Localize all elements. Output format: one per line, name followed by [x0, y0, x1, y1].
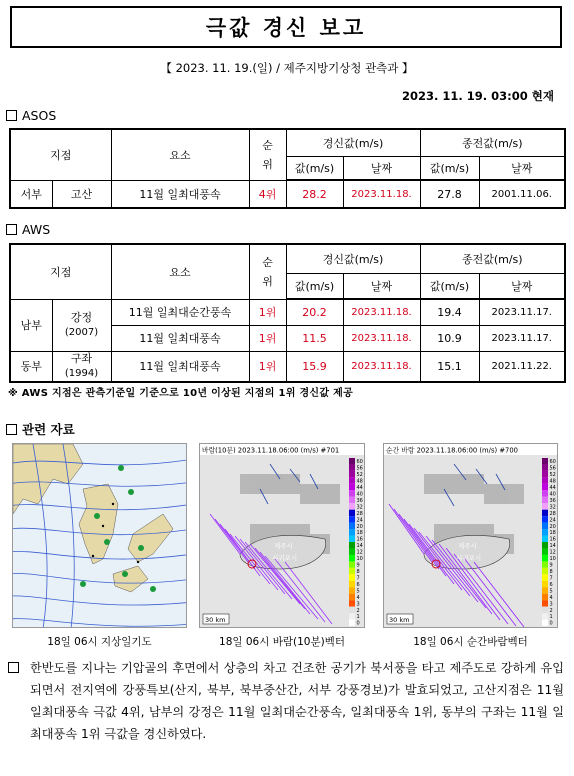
- colorbar-swatch: [542, 613, 548, 619]
- station-name: 구좌: [70, 351, 93, 365]
- col-header-prev: 종전값(m/s): [420, 129, 565, 156]
- colorbar-swatch: [542, 510, 548, 516]
- map-label-seogwipo: 서귀포시: [272, 554, 298, 562]
- rank-cell: 1위: [249, 325, 286, 351]
- prev-value-cell: 15.1: [420, 351, 479, 382]
- figure-caption-surface: 18일 06시 지상일기도: [47, 636, 152, 648]
- col-header-new: 경신값(m/s): [286, 244, 420, 273]
- report-dateline: 2023. 11. 19. 03:00 현재: [402, 89, 554, 103]
- colorbar-swatch: [542, 568, 548, 574]
- element-cell: 11월 일최대순간풍속: [111, 299, 249, 325]
- colorbar-swatch: [542, 555, 548, 561]
- colorbar-swatch: [542, 529, 548, 535]
- element-cell: 11월 일최대풍속: [111, 180, 249, 208]
- new-date-cell: 2023.11.18.: [343, 325, 420, 351]
- colorbar-swatch: [542, 464, 548, 470]
- gust-vector-map: [383, 443, 558, 628]
- aws-heading: [6, 222, 50, 237]
- aws-heading-text: AWS: [22, 222, 51, 237]
- col-header-new: 경신값(m/s): [286, 129, 420, 156]
- colorbar-swatch: [349, 600, 355, 606]
- asos-table: [9, 128, 566, 209]
- new-date-cell: 2023.11.18.: [343, 351, 420, 382]
- colorbar-tick-label: 56: [356, 465, 363, 472]
- colorbar-tick-label: 8: [549, 569, 553, 576]
- colorbar-swatch: [349, 477, 355, 483]
- colorbar-tick-label: 5: [356, 588, 360, 595]
- colorbar-tick-label: 12: [356, 549, 363, 556]
- colorbar-swatch: [349, 594, 355, 600]
- colorbar-tick-label: 7: [356, 575, 360, 582]
- new-value-cell: 11.5: [286, 325, 343, 351]
- colorbar-swatch: [349, 536, 355, 542]
- colorbar-tick-label: 9: [549, 562, 553, 569]
- checkbox-icon: [8, 662, 19, 673]
- colorbar-swatch: [349, 503, 355, 509]
- colorbar-swatch: [542, 497, 548, 503]
- related-heading-text: 관련 자료: [22, 422, 75, 437]
- colorbar-swatch: [349, 516, 355, 522]
- colorbar-tick-label: 18: [549, 530, 556, 537]
- wind-10min-vector-image: [200, 444, 365, 628]
- colorbar-swatch: [542, 542, 548, 548]
- map-label-jeju: 제주시: [458, 542, 477, 550]
- colorbar-swatch: [542, 587, 548, 593]
- colorbar-tick-label: 16: [549, 536, 556, 543]
- prev-value-cell: 10.9: [420, 325, 479, 351]
- colorbar-tick-label: 0: [356, 620, 360, 627]
- summary-text: 한반도를 지나는 기압골의 후면에서 상층의 차고 건조한 공기가 북서풍을 타고 제주도로 강하게 유입되면서 전지역에 강풍특보(산지, 북부, 북부중산간, 서부 강풍경보)가 발효되었고, 고산지점은 11월 일최대풍속 극값 4위, 남부의 강정은 11월 일최대순간풍속, 일최대풍속 1위, 동부의 구좌는 11월 일최대풍속 1위 극값을 경신하였다.: [30, 661, 564, 741]
- colorbar-swatch: [349, 529, 355, 535]
- summary-paragraph: [8, 657, 564, 745]
- colorbar-swatch: [542, 548, 548, 554]
- related-heading: [6, 420, 75, 438]
- station-year: (2007): [64, 326, 99, 338]
- aws-table: [9, 243, 566, 383]
- col-header-station: 지점: [10, 129, 111, 180]
- colorbar-tick-label: 36: [356, 497, 363, 504]
- prev-date-cell: 2023.11.17.: [479, 325, 565, 351]
- col-header-new-date: 날짜: [343, 273, 420, 299]
- colorbar-tick-label: 2: [549, 607, 553, 614]
- prev-date-cell: 2001.11.06.: [479, 180, 565, 208]
- rank-cell: 1위: [249, 351, 286, 382]
- colorbar-tick-label: 9: [356, 562, 360, 569]
- colorbar-tick-label: 6: [356, 581, 360, 588]
- station-cell: [52, 299, 111, 351]
- colorbar-swatch: [542, 594, 548, 600]
- colorbar-tick-label: 24: [356, 517, 363, 524]
- colorbar-swatch: [349, 555, 355, 561]
- colorbar-swatch: [349, 523, 355, 529]
- colorbar-swatch: [542, 600, 548, 606]
- wind-10min-vector-map: [199, 443, 365, 628]
- colorbar-tick-label: 14: [356, 543, 363, 550]
- col-header-prev: 종전값(m/s): [420, 244, 565, 273]
- colorbar-swatch: [542, 484, 548, 490]
- colorbar-tick-label: 56: [549, 465, 556, 472]
- figure-caption-wind: 18일 06시 바람(10분)벡터: [219, 636, 345, 648]
- col-header-element: 요소: [111, 129, 249, 180]
- report-subtitle: 【 2023. 11. 19.(일) / 제주지방기상청 관측과 】: [160, 61, 414, 75]
- col-header-prev-date: 날짜: [479, 156, 565, 180]
- asos-heading: [6, 108, 56, 123]
- colorbar-tick-label: 20: [549, 523, 556, 530]
- colorbar-swatch: [542, 516, 548, 522]
- new-value-cell: 15.9: [286, 351, 343, 382]
- checkbox-icon: [6, 110, 17, 121]
- colorbar-swatch: [542, 471, 548, 477]
- rank-cell: 1위: [249, 299, 286, 325]
- map-label-seogwipo: 서귀포시: [456, 554, 482, 562]
- new-date-cell: 2023.11.18.: [343, 299, 420, 325]
- colorbar-swatch: [349, 613, 355, 619]
- colorbar-swatch: [349, 568, 355, 574]
- colorbar-tick-label: 60: [549, 459, 556, 466]
- colorbar-tick-label: 3: [356, 601, 360, 608]
- colorbar-tick-label: 7: [549, 575, 553, 582]
- colorbar-tick-label: 4: [356, 594, 360, 601]
- new-date-cell: 2023.11.18.: [343, 180, 420, 208]
- colorbar-swatch: [349, 484, 355, 490]
- colorbar-tick-label: 6: [549, 581, 553, 588]
- rank-cell: 4위: [249, 180, 286, 208]
- colorbar-swatch: [542, 490, 548, 496]
- col-header-rank: 순위: [249, 129, 286, 180]
- colorbar-tick-label: 40: [356, 491, 363, 498]
- colorbar-tick-label: 36: [549, 497, 556, 504]
- figure-caption-gust: 18일 06시 순간바람벡터: [413, 636, 528, 648]
- prev-date-cell: 2023.11.17.: [479, 299, 565, 325]
- colorbar-tick-label: 10: [356, 556, 363, 563]
- colorbar-tick-label: 0: [549, 620, 553, 627]
- colorbar-tick-label: 44: [549, 485, 556, 492]
- checkbox-icon: [6, 424, 17, 435]
- col-header-prev-date: 날짜: [479, 273, 565, 299]
- colorbar-swatch: [349, 542, 355, 548]
- report-title: [10, 6, 562, 48]
- col-header-prev-value: 값(m/s): [420, 156, 479, 180]
- colorbar-swatch: [349, 574, 355, 580]
- colorbar-tick-label: 1: [356, 614, 360, 621]
- colorbar-swatch: [349, 458, 355, 464]
- new-value-cell: 28.2: [286, 180, 343, 208]
- scale-bar-label: 30 km: [389, 616, 410, 624]
- colorbar-tick-label: 48: [356, 478, 363, 485]
- table-row: [10, 299, 565, 325]
- report-title-text: 극값 경신 보고: [205, 16, 367, 40]
- new-value-cell: 20.2: [286, 299, 343, 325]
- colorbar-tick-label: 4: [549, 594, 553, 601]
- colorbar-tick-label: 10: [549, 556, 556, 563]
- colorbar-swatch: [542, 574, 548, 580]
- colorbar-tick-label: 24: [549, 517, 556, 524]
- col-header-element: 요소: [111, 244, 249, 299]
- prev-date-cell: 2021.11.22.: [479, 351, 565, 382]
- region-cell: 서부: [10, 180, 52, 208]
- colorbar-swatch: [542, 620, 548, 626]
- colorbar-tick-label: 12: [549, 549, 556, 556]
- colorbar-swatch: [349, 607, 355, 613]
- region-cell: 동부: [10, 351, 52, 382]
- colorbar-tick-label: 40: [549, 491, 556, 498]
- figure-header-text: 순간 바람 2023.11.18.06:00 (m/s) #700: [386, 446, 518, 455]
- colorbar-swatch: [542, 561, 548, 567]
- col-header-prev-value: 값(m/s): [420, 273, 479, 299]
- colorbar-tick-label: 8: [356, 569, 360, 576]
- station-cell: 고산: [52, 180, 111, 208]
- colorbar-tick-label: 20: [356, 523, 363, 530]
- col-header-station: 지점: [10, 244, 111, 299]
- colorbar-swatch: [542, 607, 548, 613]
- colorbar-tick-label: 60: [356, 459, 363, 466]
- colorbar-tick-label: 32: [356, 504, 363, 511]
- colorbar-tick-label: 3: [549, 601, 553, 608]
- colorbar-tick-label: 52: [549, 472, 556, 479]
- surface-weather-map-image: [13, 444, 187, 628]
- checkbox-icon: [6, 224, 17, 235]
- station-cell: [52, 351, 111, 382]
- colorbar-tick-label: 28: [549, 510, 556, 517]
- colorbar-tick-label: 44: [356, 485, 363, 492]
- scale-bar-label: 30 km: [205, 616, 226, 624]
- table-row: [10, 351, 565, 382]
- colorbar-swatch: [542, 503, 548, 509]
- colorbar-tick-label: 14: [549, 543, 556, 550]
- colorbar-tick-label: 2: [356, 607, 360, 614]
- colorbar-tick-label: 16: [356, 536, 363, 543]
- colorbar-swatch: [349, 497, 355, 503]
- colorbar-tick-label: 52: [356, 472, 363, 479]
- gust-vector-image: [384, 444, 558, 628]
- colorbar-tick-label: 5: [549, 588, 553, 595]
- table-row: [10, 180, 565, 208]
- region-cell: 남부: [10, 299, 52, 351]
- element-cell: 11월 일최대풍속: [111, 325, 249, 351]
- col-header-rank: 순위: [249, 244, 286, 299]
- colorbar-tick-label: 32: [549, 504, 556, 511]
- colorbar-swatch: [542, 458, 548, 464]
- asos-heading-text: ASOS: [22, 108, 57, 123]
- element-cell: 11월 일최대풍속: [111, 351, 249, 382]
- aws-note: ※ AWS 지점은 관측기준일 기준으로 10년 이상된 지점의 1위 경신값 제공: [8, 388, 354, 399]
- colorbar-tick-label: 48: [549, 478, 556, 485]
- colorbar-tick-label: 18: [356, 530, 363, 537]
- colorbar-swatch: [349, 587, 355, 593]
- colorbar-swatch: [349, 490, 355, 496]
- surface-weather-map: [12, 443, 187, 628]
- colorbar-swatch: [349, 548, 355, 554]
- prev-value-cell: 27.8: [420, 180, 479, 208]
- colorbar-swatch: [349, 471, 355, 477]
- colorbar-tick-label: 28: [356, 510, 363, 517]
- colorbar-swatch: [349, 581, 355, 587]
- colorbar-tick-label: 1: [549, 614, 553, 621]
- col-header-new-date: 날짜: [343, 156, 420, 180]
- col-header-new-value: 값(m/s): [286, 273, 343, 299]
- colorbar-swatch: [542, 477, 548, 483]
- colorbar-swatch: [349, 510, 355, 516]
- colorbar-swatch: [349, 620, 355, 626]
- figure-header-text: 바람(10분) 2023.11.18.06:00 (m/s) #701: [202, 446, 340, 455]
- prev-value-cell: 19.4: [420, 299, 479, 325]
- colorbar-swatch: [542, 536, 548, 542]
- colorbar-swatch: [542, 581, 548, 587]
- colorbar-swatch: [349, 561, 355, 567]
- station-name: 강정: [70, 310, 93, 324]
- col-header-new-value: 값(m/s): [286, 156, 343, 180]
- map-label-jeju: 제주시: [274, 542, 293, 550]
- colorbar-swatch: [349, 464, 355, 470]
- station-year: (1994): [64, 367, 99, 379]
- colorbar-swatch: [542, 523, 548, 529]
